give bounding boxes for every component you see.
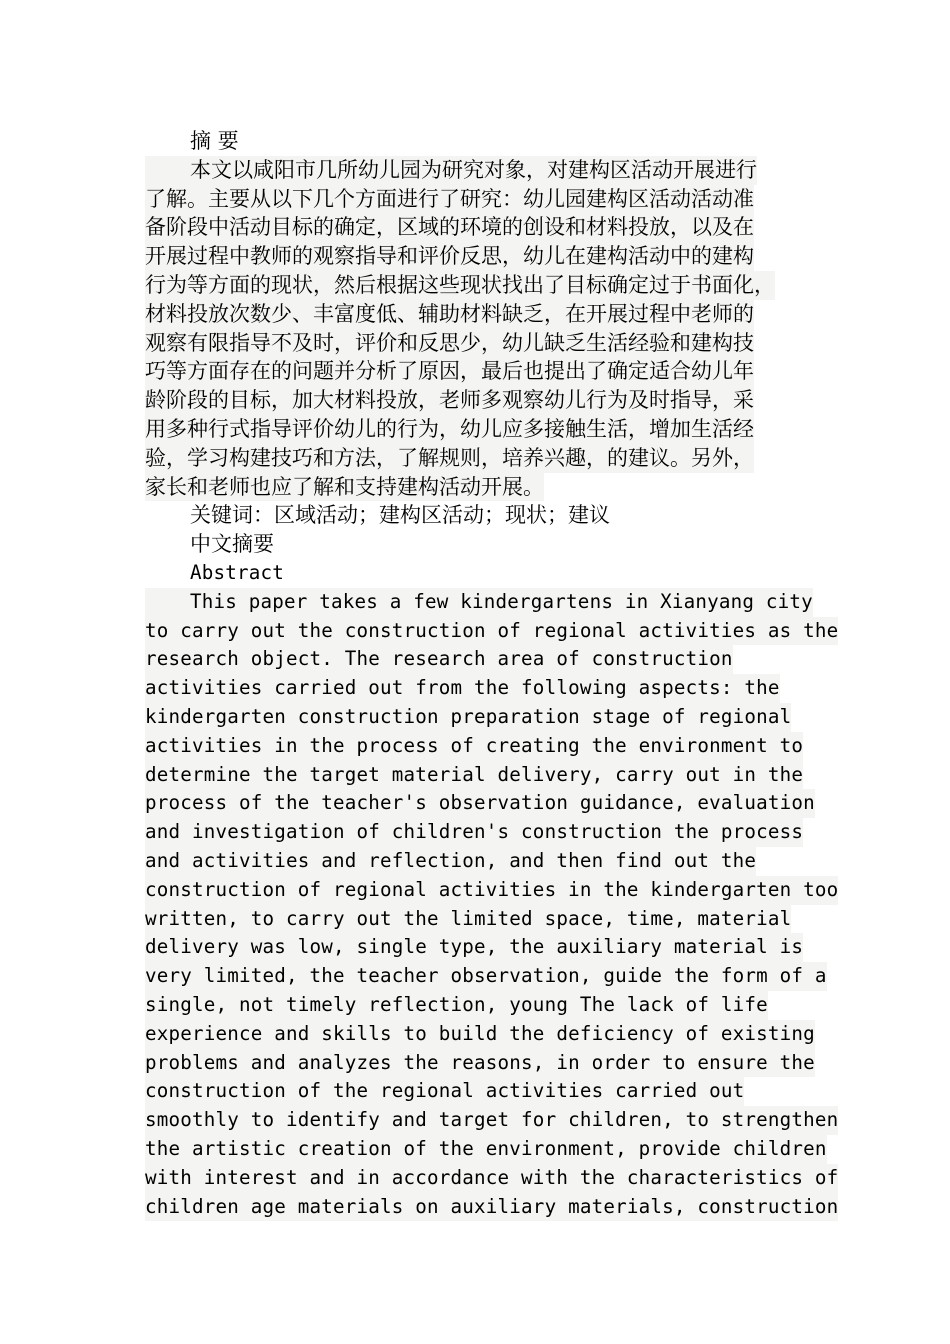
paragraph-line: 备阶段中活动目标的确定，区域的环境的创设和材料投放，以及在: [145, 213, 754, 242]
paragraph-line: activities in the process of creating the environment to: [145, 732, 803, 761]
paragraph-line: 本文以咸阳市几所幼儿园为研究对象，对建构区活动开展进行: [145, 156, 757, 185]
paragraph-line: children age materials on auxiliary materials, construction: [145, 1193, 838, 1222]
paragraph-line: the artistic creation of the environment, provide children: [145, 1135, 827, 1164]
paragraph-line: 行为等方面的现状，然后根据这些现状找出了目标确定过于书面化，: [145, 271, 775, 300]
english-abstract-heading: Abstract: [190, 561, 285, 584]
paragraph-line: activities carried out from the following aspects: the: [145, 674, 780, 703]
paragraph-line: with interest and in accordance with the characteristics of: [145, 1164, 838, 1193]
paragraph-line: 观察有限指导不及时，评价和反思少，幼儿缺乏生活经验和建构技: [145, 329, 754, 358]
paragraph-line: determine the target material delivery, carry out in the: [145, 761, 803, 790]
paragraph-line: research object. The research area of construction: [145, 645, 733, 674]
paragraph-line: 开展过程中教师的观察指导和评价反思，幼儿在建构活动中的建构: [145, 242, 754, 271]
paragraph-line: written, to carry out the limited space, time, material: [145, 905, 791, 934]
paragraph-line: construction of the regional activities carried out: [145, 1077, 744, 1106]
paragraph-line: 巧等方面存在的问题并分析了原因，最后也提出了确定适合幼儿年: [145, 357, 754, 386]
paragraph-line: construction of regional activities in the kindergarten too: [145, 876, 838, 905]
paragraph-line: experience and skills to build the deficiency of existing: [145, 1020, 815, 1049]
paragraph-line: 用多种行式指导评价幼儿的行为，幼儿应多接触生活，增加生活经: [145, 415, 754, 444]
keywords-line: 关键词：区域活动；建构区活动；现状；建议: [190, 503, 610, 528]
paragraph-line: 材料投放次数少、丰富度低、辅助材料缺乏，在开展过程中老师的: [145, 300, 754, 329]
paragraph-line: and activities and reflection, and then find out the: [145, 847, 756, 876]
paragraph-line: delivery was low, single type, the auxiliary material is: [145, 933, 803, 962]
paragraph-line: problems and analyzes the reasons, in order to ensure the: [145, 1049, 815, 1078]
paragraph-line: 龄阶段的目标，加大材料投放，老师多观察幼儿行为及时指导，采: [145, 386, 754, 415]
abstract-heading: 摘 要: [190, 129, 239, 153]
chinese-abstract-paragraph: [145, 156, 815, 502]
paragraph-line: 验，学习构建技巧和方法，了解规则，培养兴趣，的建议。另外，: [145, 444, 754, 473]
paragraph-line: process of the teacher's observation guidance, evaluation: [145, 789, 815, 818]
paragraph-line: and investigation of children's construction the process: [145, 818, 803, 847]
english-abstract-section: [145, 559, 839, 1221]
paragraph-line: kindergarten construction preparation stage of regional: [145, 703, 791, 732]
paragraph-line: very limited, the teacher observation, guide the form of a: [145, 962, 827, 991]
paragraph-line: smoothly to identify and target for children, to strengthen: [145, 1106, 838, 1135]
chinese-abstract-label: 中文摘要: [190, 532, 274, 557]
paragraph-line: This paper takes a few kindergartens in Xianyang city: [145, 588, 813, 617]
paragraph-line: to carry out the construction of regional activities as the: [145, 617, 838, 646]
paragraph-line: 家长和老师也应了解和支持建构活动开展。: [145, 473, 544, 502]
chinese-abstract-section: [145, 127, 815, 559]
english-abstract-paragraph: [145, 588, 839, 1222]
paragraph-line: single, not timely reflection, young The lack of life: [145, 991, 768, 1020]
paragraph-line: 了解。主要从以下几个方面进行了研究：幼儿园建构区活动活动准: [145, 185, 754, 214]
